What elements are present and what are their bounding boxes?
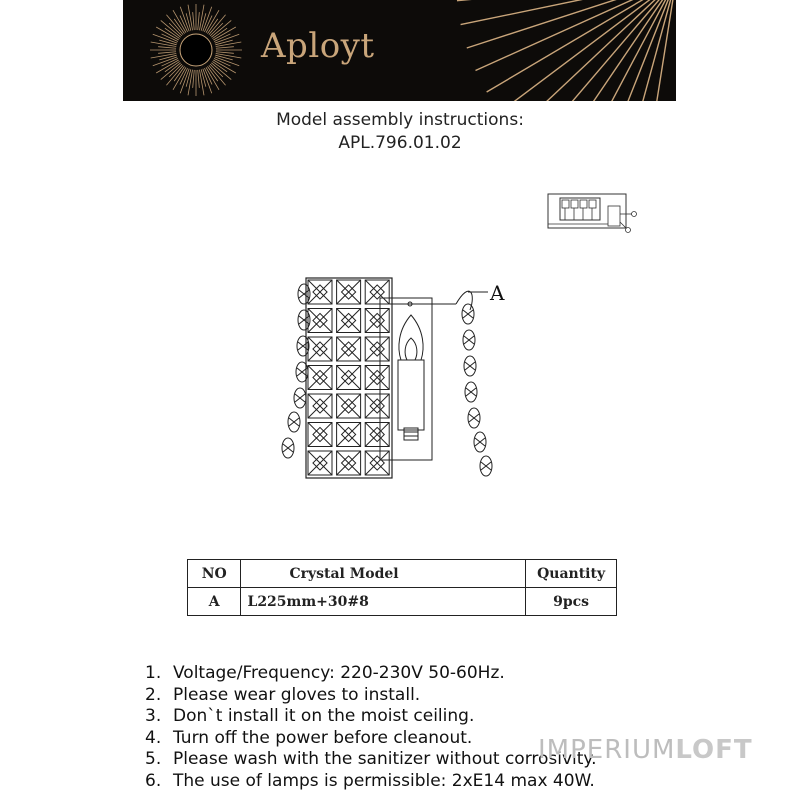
brand-banner — [123, 0, 676, 101]
lamp-drawing — [270, 270, 520, 485]
table-row — [188, 588, 617, 616]
header-no: NO — [188, 560, 241, 588]
sunburst-decoration — [123, 0, 676, 101]
watermark-part1: IMPERIUM — [538, 735, 676, 765]
list-item: 5. Please wash with the sanitizer without corrosivity. — [145, 749, 597, 770]
list-item: 3. Don`t install it on the moist ceiling. — [145, 706, 475, 727]
wiring-diagram — [546, 190, 641, 240]
list-item: 6. The use of lamps is permissible: 2xE14 max 40W. — [145, 770, 595, 791]
cell-no: A — [188, 588, 241, 616]
page-title: Model assembly instructions: — [276, 110, 524, 130]
list-item: 1. Voltage/Frequency: 220-230V 50-60Hz. — [145, 663, 505, 683]
list-item: 4. Turn off the power before cleanout. — [145, 727, 473, 748]
table-header-row — [188, 560, 617, 588]
header-model: Crystal Model — [241, 560, 526, 588]
model-number: APL.796.01.02 — [338, 133, 462, 153]
header-quantity: Quantity — [526, 560, 617, 588]
crystal-table — [187, 559, 617, 616]
watermark — [538, 735, 753, 765]
cell-model: L225mm+30#8 — [241, 588, 526, 616]
instruction-list — [145, 663, 596, 793]
cell-quantity: 9pcs — [526, 588, 617, 616]
watermark-part2: LOFT — [675, 735, 753, 765]
brand-logo: Aployt — [261, 26, 375, 66]
list-item: 2. Please wear gloves to install. — [145, 684, 421, 705]
callout-label: A — [490, 281, 505, 305]
